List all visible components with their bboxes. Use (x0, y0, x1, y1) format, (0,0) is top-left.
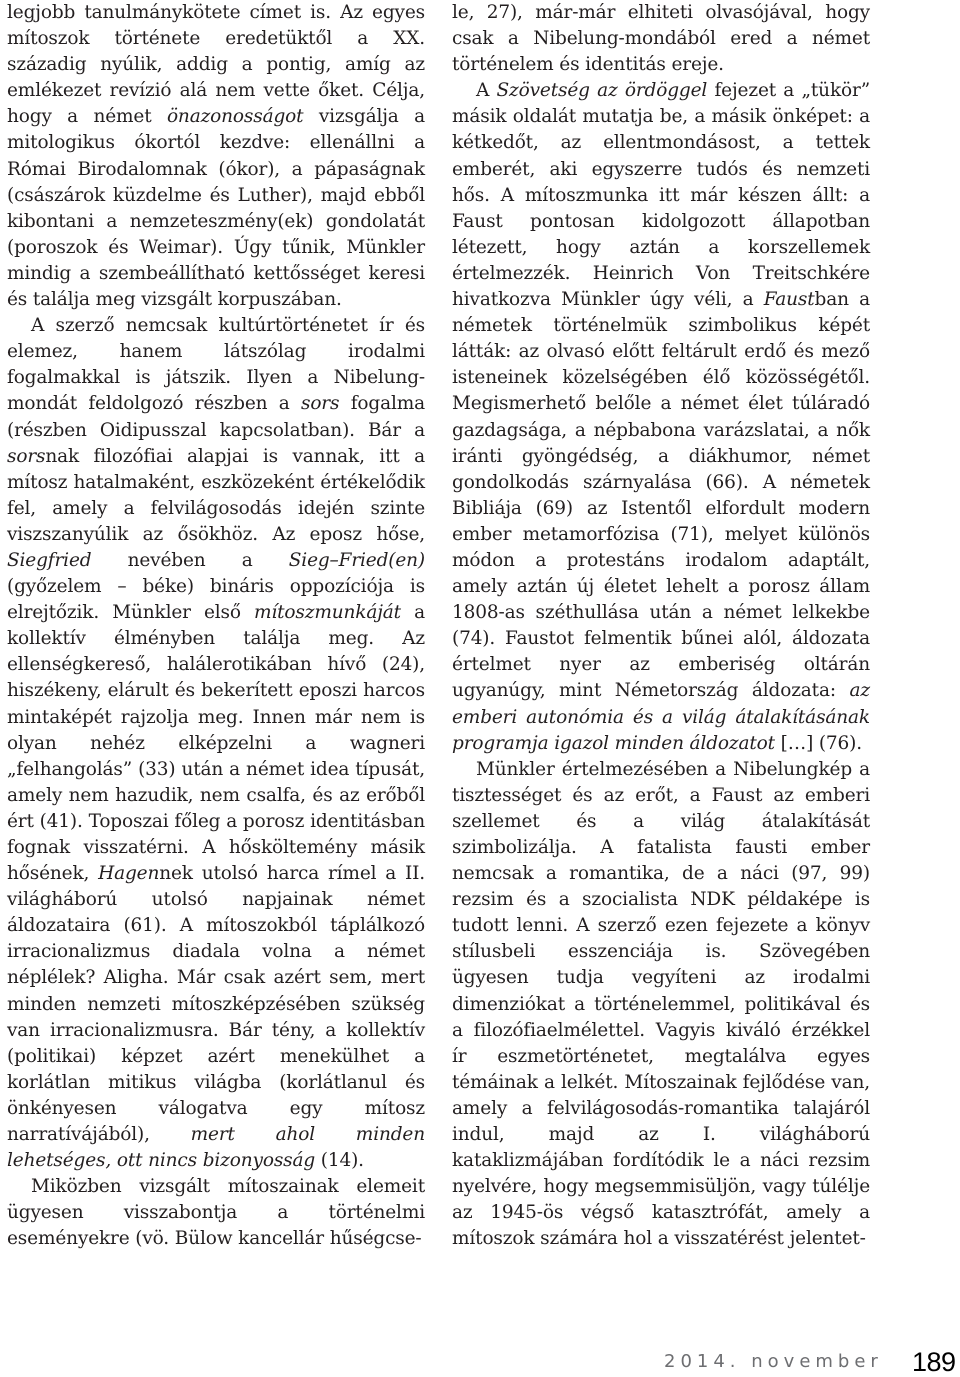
paragraph (7, 1174, 425, 1252)
text-run: a kollektív élményben találja meg. Az ellenségkereső, halálerotikában hívő (24), hiszékeny, elárult és bekerített eposzi harcos mintaképét rajzolja meg. Innen már nem is olyan nehéz elképzelni a wagneri „felhangolás” (33) után a német idea típusát, amely nem hazudik, nem csalfa, és az erőből ért (41). Toposzai főleg a porosz identitásban fognak visszatérni. A hősköltemény másik hősének, (7, 602, 425, 885)
text-run: Miközben vizsgált mítoszainak elemeit ügyesen visszabontja a történelmi eseményekre (vö. Bülow kancellár hűségcse- (7, 1176, 425, 1250)
text-run: fejezet a „tükör” másik oldalát mutatja be, a másik önképet: a kétkedőt, az ellentmondásost, a tettek emberét, aki egyszerre tudós és nemzeti hős. A mítoszmunka itt már készen állt: a Faust pontosan kidolgozott állapotban létezett, hogy aztán a korszellemek értelmezzék. Heinrich Von Treitschkére hivatkozva Münkler úgy véli, a (452, 80, 870, 311)
italic-run: az emberi autonómia és a világ átalakításának programja igazol minden áldozatot (452, 680, 870, 754)
text-run: ban a németek történelmük szimbolikus képét látták: az olvasó előtt feltárult erdő és mező isteneinek közelségében élő közösségétől. Megismerhető belőle a német élet túláradó gazdagsága, a népbabona varázslatai, a nők iránti gyöngédség, a diákhumor, német gondolkodás szárnyalása (66). A németek Bibliája (69) az Istentől elfordult modern ember metamorfózisa (71), melyet különös módon a protestáns irodalom adaptált, amely aztán új életet lehelt a porosz állam 1808-as széthullása után a német lelkekbe (74). Faustot felmentik bűnei alól, áldozata értelmet nyer az emberiség oltárán ugyanúgy, mint Németország áldozata: (452, 289, 870, 702)
text-run: le, 27), már-már elhiteti olvasójával, hogy csak a Nibelung-mondából ered a német történelem és identitás ereje. (452, 2, 870, 76)
text-run: fogalma (részben Oidipusszal kapcsolatban). Bár a (7, 393, 425, 441)
text-run: (14). (315, 1150, 364, 1172)
paragraph (7, 313, 425, 1174)
italic-run: Hagen (98, 863, 160, 885)
italic-run: Siegfried (7, 549, 92, 571)
text-run: legjobb tanulmánykötete címet is. Az egyes mítoszok története eredetüktől a XX. századig nyúlik, addig a pontig, amíg az emlékezet revízió alá nem vette őket. Célja, hogy a német (7, 2, 425, 128)
text-run: A (476, 80, 497, 102)
text-run: nak filozófiai alapjai is vannak, itt a mítosz hatalmaként, eszközeként értékelődik fel, amely a felvilágosodás idején szinte viszszanyúlik az ősökhöz. Az eposz hőse, (7, 445, 425, 545)
italic-run: mert ahol minden lehetséges, ott nincs bizonyosság (7, 1124, 425, 1172)
paragraph (452, 757, 870, 1253)
text-run: […] (76). (774, 732, 862, 754)
italic-run: sors (7, 445, 46, 467)
italic-run: mítoszmunkáját (253, 602, 401, 624)
text-run: nek utolsó harca rímel a II. világháború utolsó napjainak német áldozataira (61). A mítoszokból táplálkozó irracionalizmus diadala volna a német néplélek? Aligha. Már csak azért sem, mert minden nemzeti mítoszképzésében szükség van irracionalizmusra. Bár tény, a kollektív (politikai) képzet azért menekülhet a korlátlan mitikus világba (korlátlanul és önkényesen válogatva egy mítosz narratívájából), (7, 863, 426, 1146)
italic-run: Szövetség az ördöggel (496, 80, 708, 102)
issue-date: 2014. november (664, 1351, 883, 1372)
text-run: A szerző nemcsak kultúrtörténetet ír és elemez, hanem látszólag irodalmi fogalmakkal is játszik. Ilyen a Nibelung-mondát feldolgozó részben a (7, 315, 425, 415)
italic-run: sors (300, 393, 340, 415)
italic-run: önazonosságot (166, 106, 304, 128)
italic-run: Faust (763, 289, 815, 311)
text-run: Münkler értelmezésében a Nibelungkép a tisztességet és az erőt, a Faust az emberi szellemet és a világ átalakítását szimbolizálja. A fatalista fausti ember nemcsak a romantika, de a náci (97, 99) rezsim és a szocialista NDK példaképe is tudott lenni. A szerző ezen fejezete a könyv stílusbeli esszenciája is. Szövegében ügyesen tudja vegyíteni az irodalmi dimenziókat a történelemmel, politikával és a filozófiaelmélettel. Vagyis kiváló érzékkel ír eszmetörténetet, megtalálva egyes témáinak a lelkét. Mítoszainak fejlődése van, amely a felvilágosodás-romantika talajáról indul, majd az I. világháború kataklizmájában fordítódik le a náci rezsim nyelvére, hogy megsemmisüljön, vagy túlélje az 1945-ös végső katasztrófát, amely a mítoszok számára hol a visszatérést jelentet- (452, 758, 870, 1250)
paragraph (7, 0, 425, 313)
text-run: nevében a (91, 549, 289, 571)
paragraph (452, 78, 870, 756)
text-run: (győzelem – béke) bináris oppozíciója is elrejtőzik. Münkler első (7, 576, 425, 624)
text-run: vizsgálja a mitologikus ókortól kezdve: ellenállni a Római Birodalomnak (ókor), a pápaságnak (császárok küzdelme és Luther), majd ebből kibontani a nemzeteszmény(ek) gondolatát (poroszok és Weimar). Úgy tűnik, Münkler mindig a szembeállítható kettősséget keresi és találja meg vizsgált korpuszában. (7, 106, 425, 311)
paragraph (452, 0, 870, 78)
italic-run: Sieg–Fried(en) (288, 549, 425, 571)
page-number: 189 (912, 1347, 956, 1377)
right-column (452, 0, 870, 1253)
left-column (7, 0, 425, 1253)
